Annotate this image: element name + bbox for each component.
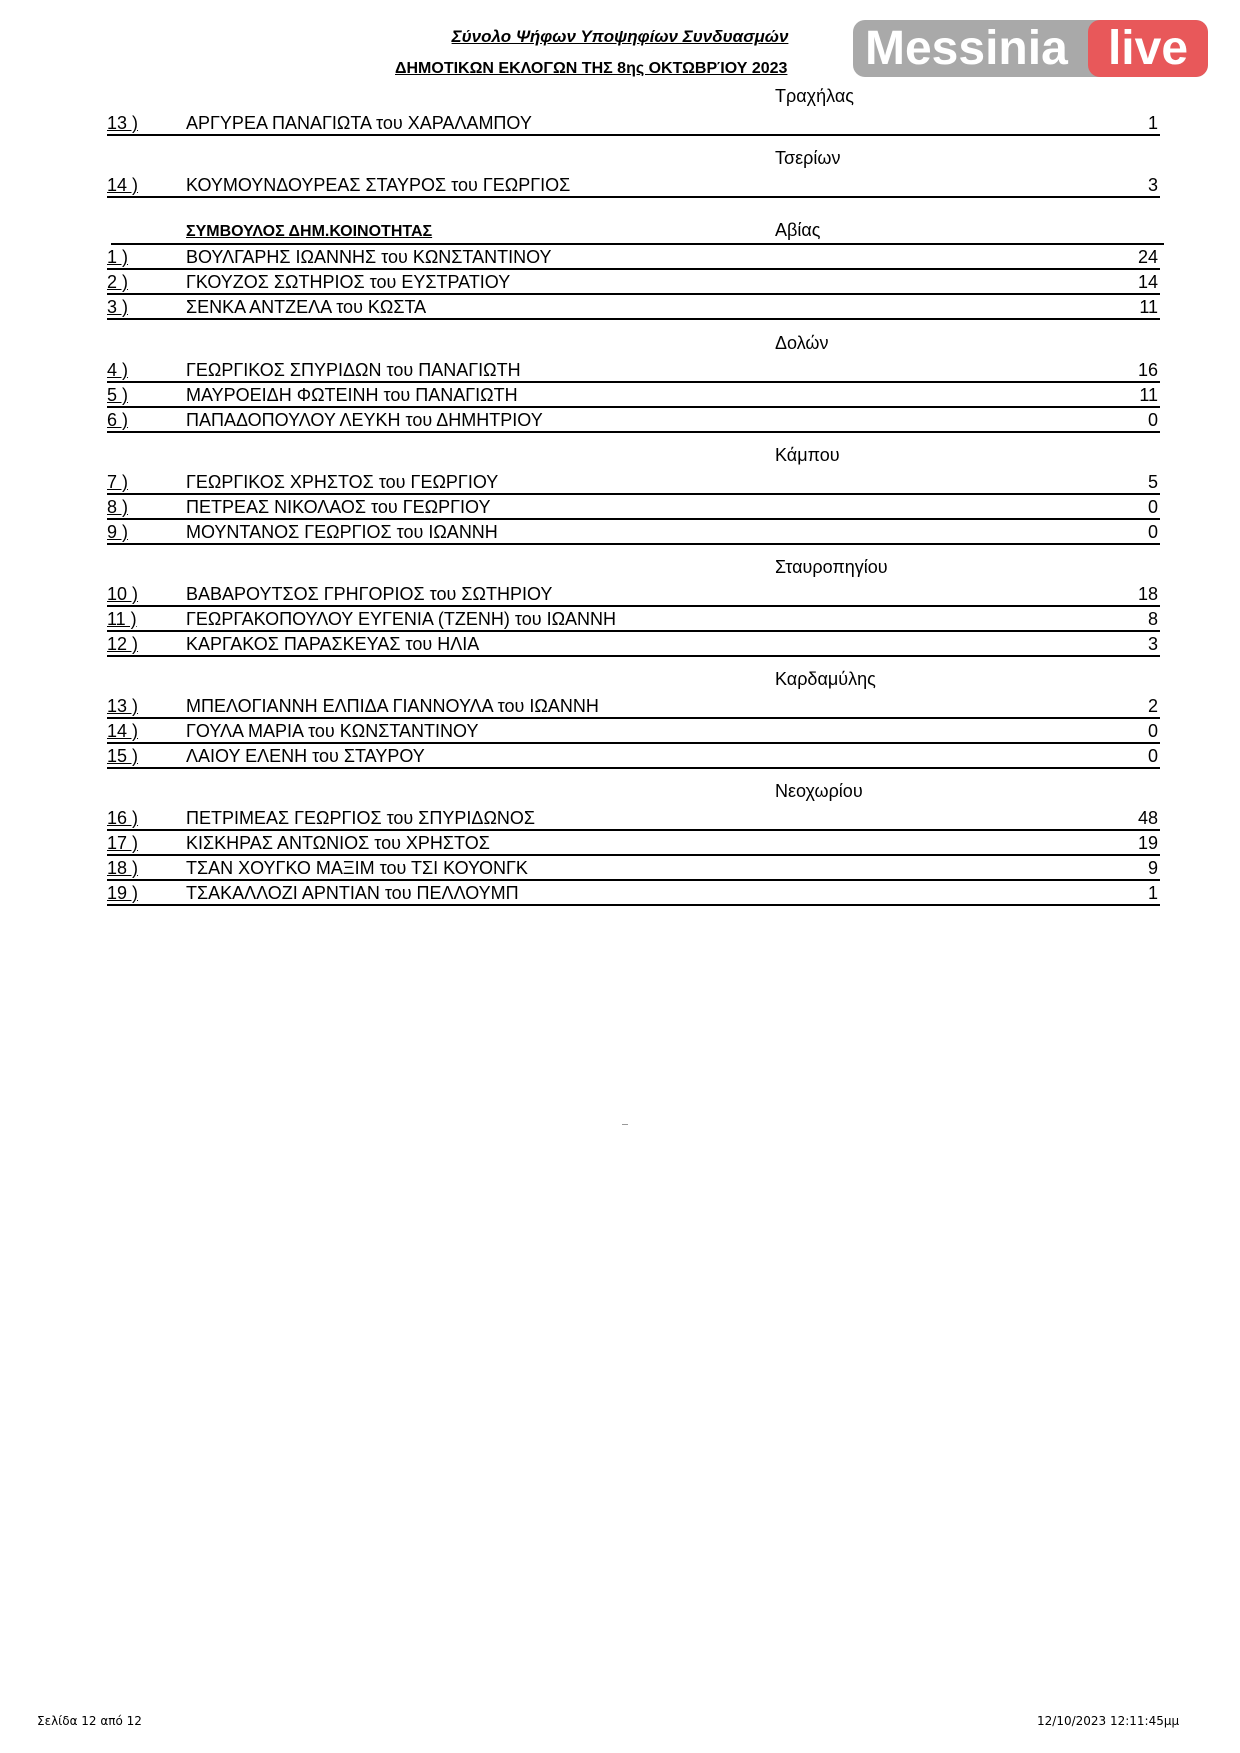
section-header: [0, 148, 1240, 173]
messinia-live-logo: [853, 20, 1208, 77]
candidate-name: ΠΕΤΡΙΜΕΑΣ ΓΕΩΡΓΙΟΣ του ΣΠΥΡΙΔΩΝΟΣ: [186, 808, 536, 828]
candidate-number: 15 ): [107, 746, 139, 766]
candidate-votes: 3: [1147, 175, 1158, 195]
candidate-votes: 16: [1137, 360, 1158, 380]
candidate-votes: 0: [1147, 410, 1158, 430]
candidate-votes: 0: [1147, 721, 1158, 741]
community-section: [0, 148, 1240, 198]
candidate-number: 14 ): [107, 175, 139, 195]
candidate-votes: 19: [1137, 833, 1158, 853]
candidate-votes: 11: [1139, 297, 1158, 317]
candidate-number: 19 ): [107, 883, 139, 903]
candidate-votes: 48: [1137, 808, 1158, 828]
candidate-row: [107, 245, 1160, 270]
candidate-row: [107, 383, 1160, 408]
candidate-votes: 1: [1147, 883, 1158, 903]
candidate-row: [107, 111, 1160, 136]
community-section: [0, 445, 1240, 545]
candidate-name: ΓΕΩΡΓΑΚΟΠΟΥΛΟΥ ΕΥΓΕΝΙΑ (ΤΖΕΝΗ) του ΙΩΑΝΝΗ: [186, 609, 617, 629]
candidate-row: [107, 470, 1160, 495]
candidate-votes: 0: [1147, 497, 1158, 517]
candidate-name: ΚΑΡΓΑΚΟΣ ΠΑΡΑΣΚΕΥΑΣ του ΗΛΙΑ: [186, 634, 480, 654]
candidate-row: [107, 632, 1160, 657]
community-section: [0, 86, 1240, 136]
candidate-row: [107, 408, 1160, 433]
candidate-row: [107, 719, 1160, 744]
community-name: Καρδαμύλης: [775, 669, 876, 689]
candidate-votes: 1: [1147, 113, 1158, 133]
candidate-votes: 8: [1147, 609, 1158, 629]
candidate-votes: 2: [1147, 696, 1158, 716]
candidate-number: 13 ): [107, 696, 139, 716]
candidate-votes: 3: [1147, 634, 1158, 654]
candidate-row: [107, 582, 1160, 607]
candidate-name: ΒΑΒΑΡΟΥΤΣΟΣ ΓΡΗΓΟΡΙΟΣ του ΣΩΤΗΡΙΟΥ: [186, 584, 553, 604]
candidate-row: [107, 856, 1160, 881]
candidate-number: 2 ): [107, 272, 129, 292]
candidate-name: ΓΚΟΥΖΟΣ ΣΩΤΗΡΙΟΣ του ΕΥΣΤΡΑΤΙΟΥ: [186, 272, 511, 292]
candidate-number: 12 ): [107, 634, 139, 654]
candidate-name: ΑΡΓΥΡΕΑ ΠΑΝΑΓΙΩΤΑ του ΧΑΡΑΛΑΜΠΟΥ: [186, 113, 532, 133]
candidate-name: ΜΟΥΝΤΑΝΟΣ ΓΕΩΡΓΙΟΣ του ΙΩΑΝΝΗ: [186, 522, 498, 542]
community-section: [0, 333, 1240, 433]
candidate-row: [107, 295, 1160, 320]
candidate-votes: 14: [1137, 272, 1158, 292]
candidate-votes: 9: [1147, 858, 1158, 878]
section-header: [0, 220, 1240, 245]
candidate-name: ΚΙΣΚΗΡΑΣ ΑΝΤΩΝΙΟΣ του ΧΡΗΣΤΟΣ: [186, 833, 490, 853]
community-section: [0, 781, 1240, 906]
page-mark: [622, 1124, 628, 1125]
print-datetime: 12/10/2023 12:11:45μμ: [1037, 1714, 1180, 1728]
candidate-number: 18 ): [107, 858, 139, 878]
candidate-number: 9 ): [107, 522, 129, 542]
candidate-name: ΚΟΥΜΟΥΝΔΟΥΡΕΑΣ ΣΤΑΥΡΟΣ του ΓΕΩΡΓΙΟΣ: [186, 175, 571, 195]
candidate-name: ΜΑΥΡΟΕΙΔΗ ΦΩΤΕΙΝΗ του ΠΑΝΑΓΙΩΤΗ: [186, 385, 518, 405]
candidate-number: 3 ): [107, 297, 129, 317]
candidate-row: [107, 358, 1160, 383]
candidate-votes: 18: [1137, 584, 1158, 604]
section-header: [0, 781, 1240, 806]
candidate-name: ΛΑΙΟΥ ΕΛΕΝΗ του ΣΤΑΥΡΟΥ: [186, 746, 425, 766]
candidate-row: [107, 607, 1160, 632]
page-number: Σελίδα 12 από 12: [37, 1714, 142, 1728]
community-section: [0, 669, 1240, 769]
candidate-number: 11 ): [107, 609, 137, 629]
section-label: ΣΥΜΒΟΥΛΟΣ ΔΗΜ.ΚΟΙΝΟΤΗΤΑΣ: [186, 223, 433, 240]
candidate-number: 14 ): [107, 721, 139, 741]
community-section: [0, 557, 1240, 657]
community-name: Σταυροπηγίου: [775, 557, 888, 577]
candidate-name: ΠΑΠΑΔΟΠΟΥΛΟΥ ΛΕΥΚΗ του ΔΗΜΗΤΡΙΟΥ: [186, 410, 543, 430]
candidate-name: ΣΕΝΚΑ ΑΝΤΖΕΛΑ του ΚΩΣΤΑ: [186, 297, 427, 317]
candidate-number: 4 ): [107, 360, 129, 380]
candidate-number: 13 ): [107, 113, 139, 133]
candidate-number: 7 ): [107, 472, 129, 492]
community-name: Τραχήλας: [775, 86, 854, 106]
candidate-row: [107, 270, 1160, 295]
candidate-name: ΒΟΥΛΓΑΡΗΣ ΙΩΑΝΝΗΣ του ΚΩΝΣΤΑΝΤΙΝΟΥ: [186, 247, 552, 267]
community-name: Κάμπου: [775, 445, 840, 465]
candidate-votes: 24: [1137, 247, 1158, 267]
section-header: [0, 333, 1240, 358]
community-name: Αβίας: [775, 220, 821, 240]
candidate-row: [107, 881, 1160, 906]
candidate-row: [107, 744, 1160, 769]
community-section: [0, 220, 1240, 320]
candidate-row: [107, 495, 1160, 520]
candidate-votes: 0: [1147, 746, 1158, 766]
candidate-row: [107, 173, 1160, 198]
candidate-name: ΤΣΑΚΑΛΛΟΖΙ ΑΡΝΤΙΑΝ του ΠΕΛΛΟΥΜΠ: [186, 883, 519, 903]
candidate-number: 8 ): [107, 497, 129, 517]
candidate-number: 16 ): [107, 808, 139, 828]
candidate-number: 10 ): [107, 584, 139, 604]
section-header: [0, 669, 1240, 694]
candidate-row: [107, 520, 1160, 545]
candidate-name: ΓΟΥΛΑ ΜΑΡΙΑ του ΚΩΝΣΤΑΝΤΙΝΟΥ: [186, 721, 479, 741]
candidate-name: ΓΕΩΡΓΙΚΟΣ ΣΠΥΡΙΔΩΝ του ΠΑΝΑΓΙΩΤΗ: [186, 360, 521, 380]
candidate-number: 17 ): [107, 833, 139, 853]
candidate-number: 1 ): [107, 247, 129, 267]
section-header: [0, 445, 1240, 470]
candidate-number: 5 ): [107, 385, 129, 405]
candidate-row: [107, 831, 1160, 856]
community-name: Νεοχωρίου: [775, 781, 863, 801]
candidate-votes: 5: [1147, 472, 1158, 492]
candidate-row: [107, 806, 1160, 831]
candidate-votes: 11: [1139, 385, 1158, 405]
document-title: Σύνολο Ψήφων Υποψηφίων Συνδυασμών: [451, 27, 789, 46]
candidate-name: ΓΕΩΡΓΙΚΟΣ ΧΡΗΣΤΟΣ του ΓΕΩΡΓΙΟΥ: [186, 472, 499, 492]
candidate-row: [107, 694, 1160, 719]
candidate-number: 6 ): [107, 410, 129, 430]
logo-accent-text: live: [1088, 20, 1208, 77]
candidate-votes: 0: [1147, 522, 1158, 542]
candidate-name: ΤΣΑΝ ΧΟΥΓΚΟ ΜΑΞΙΜ του ΤΣΙ ΚΟΥΟΝΓΚ: [186, 858, 528, 878]
community-name: Δολών: [775, 333, 829, 353]
logo-main-text: Messinia: [865, 22, 1068, 75]
candidate-name: ΠΕΤΡΕΑΣ ΝΙΚΟΛΑΟΣ του ΓΕΩΡΓΙΟΥ: [186, 497, 491, 517]
candidate-name: ΜΠΕΛΟΓΙΑΝΝΗ ΕΛΠΙΔΑ ΓΙΑΝΝΟΥΛΑ του ΙΩΑΝΝΗ: [186, 696, 599, 716]
community-name: Τσερίων: [775, 148, 841, 168]
section-header: [0, 86, 1240, 111]
document-subtitle: ΔΗΜΟΤΙΚΩΝ ΕΚΛΟΓΩΝ ΤΗΣ 8ης ΟΚΤΩΒΡΊΟΥ 2023: [395, 60, 788, 77]
section-header: [0, 557, 1240, 582]
